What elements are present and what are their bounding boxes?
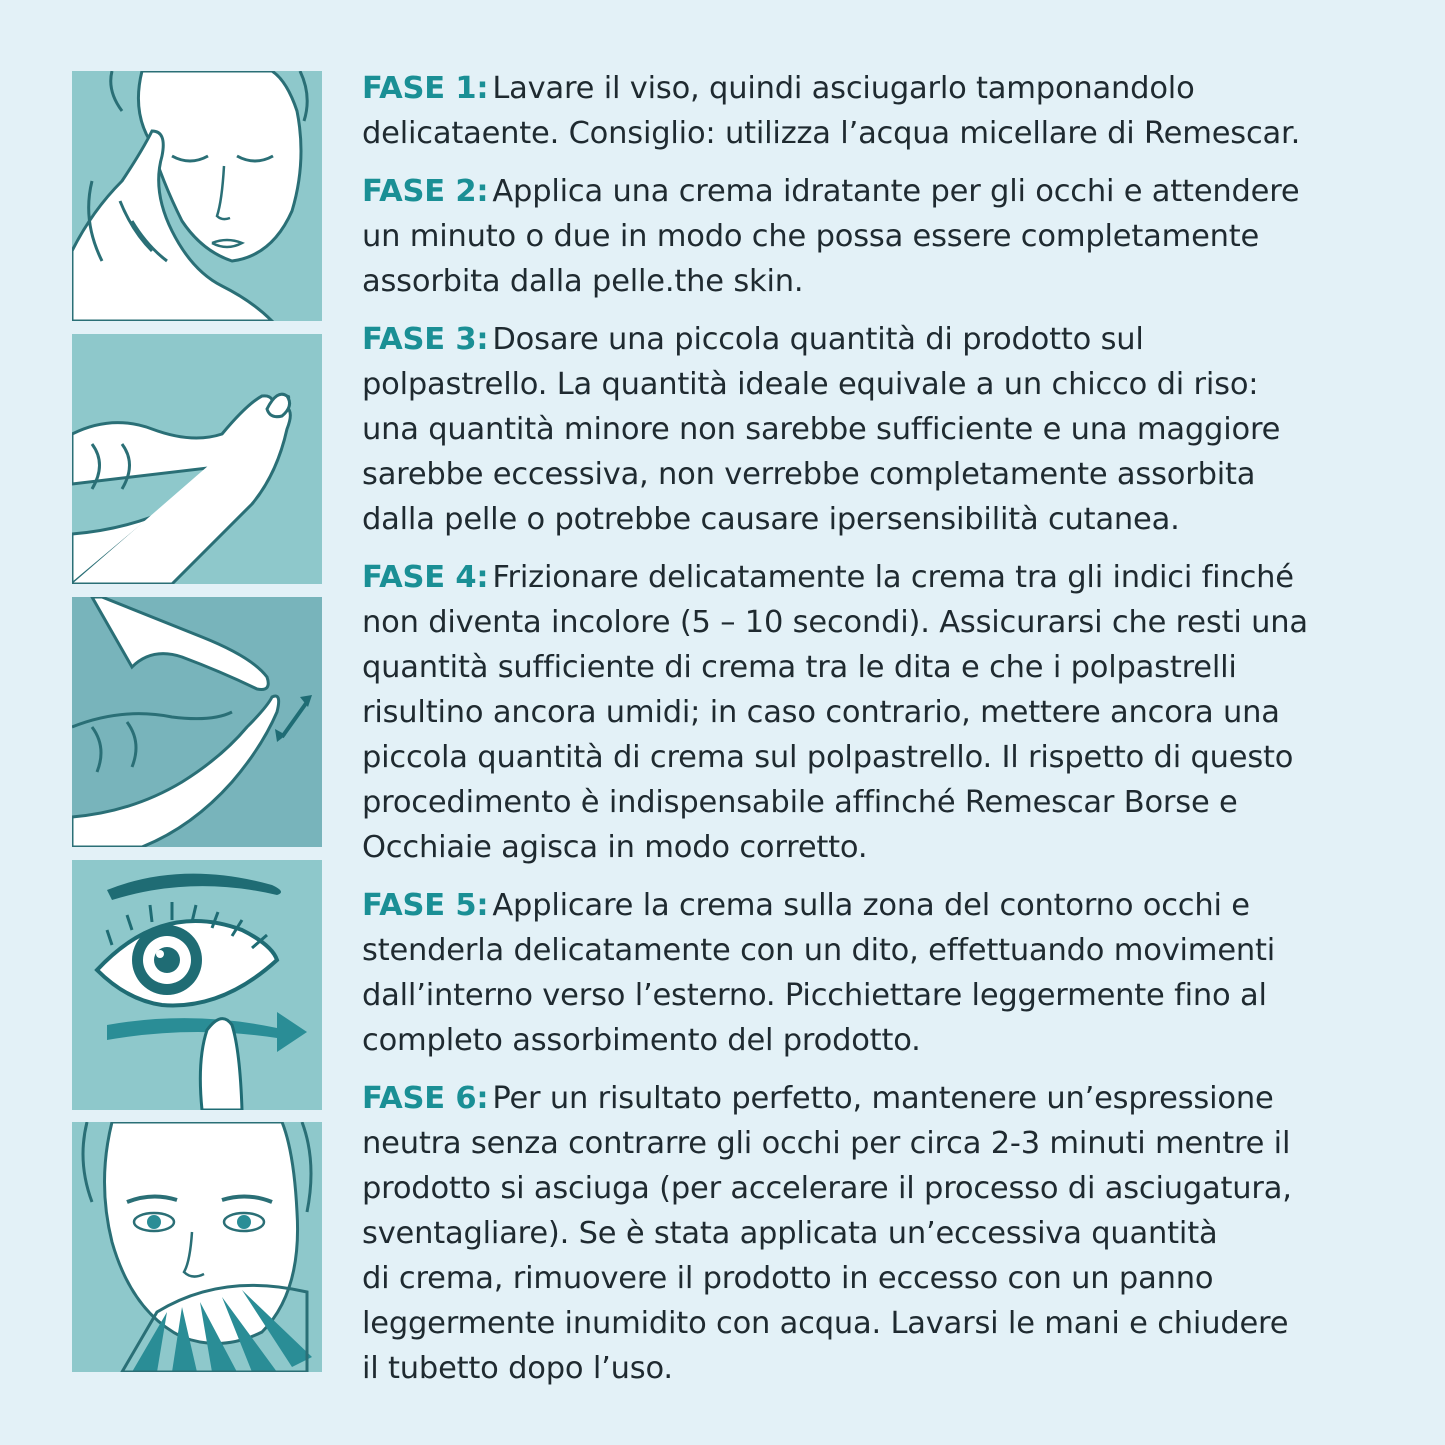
step-label: FASE 1: [362,71,489,106]
step-line: assorbita dalla pelle.the skin. [362,264,804,299]
step-line: completo assorbimento del prodotto. [362,1023,921,1058]
step-label: FASE 3: [362,322,489,357]
step-line: dalla pelle o potrebbe causare ipersensibilità cutanea. [362,502,1180,537]
illustration-face-washing [72,71,322,321]
illustration-rubbing-fingertips [72,597,322,847]
step-label: FASE 2: [362,174,489,209]
step-line: procedimento è indispensabile affinché Remescar Borse e [362,785,1238,820]
step-line: di crema, rimuovere il prodotto in eccesso con un panno [362,1261,1214,1296]
step-line: delicataente. Consiglio: utilizza l’acqua micellare di Remescar. [362,116,1301,151]
step-text: Applicare la crema sulla zona del contorno occhi e [492,888,1250,923]
step-line: stenderla delicatamente con un dito, effettuando movimenti [362,933,1276,968]
step-line: un minuto o due in modo che possa essere completamente [362,219,1260,254]
step-line: il tubetto dopo l’uso. [362,1351,673,1386]
step-2 [362,169,1362,304]
step-1 [362,66,1362,156]
step-5 [362,883,1362,1063]
step-text: Per un risultato perfetto, mantenere un’espressione [492,1081,1274,1116]
step-line: prodotto si asciuga (per accelerare il processo di asciugatura, [362,1171,1292,1206]
illustration-eye-application [72,860,322,1110]
cream-on-fingertip-icon [72,334,322,584]
face-washing-icon [72,71,322,321]
step-line [362,883,1362,928]
step-text: Applica una crema idratante per gli occhi e attendere [492,174,1300,209]
step-line: sventagliare). Se è stata applicata un’eccessiva quantità [362,1216,1218,1251]
step-line: neutra senza contrarre gli occhi per circa 2-3 minuti mentre il [362,1126,1291,1161]
step-line: sarebbe eccessiva, non verrebbe completamente assorbita [362,457,1256,492]
step-label: FASE 5: [362,888,489,923]
step-line: non diventa incolore (5 – 10 secondi). Assicurarsi che resti una [362,605,1308,640]
face-with-fan-icon [72,1122,322,1372]
step-line: piccola quantità di crema sul polpastrello. Il rispetto di questo [362,740,1294,775]
steps-list [362,66,1362,1404]
step-text: Dosare una piccola quantità di prodotto sul [492,322,1144,357]
step-line [362,66,1362,111]
illustration-face-with-fan [72,1122,322,1372]
step-label: FASE 6: [362,1081,489,1116]
step-line [362,317,1362,362]
step-line [362,1076,1362,1121]
step-text: Frizionare delicatamente la crema tra gli indici finché [492,560,1294,595]
step-6 [362,1076,1362,1391]
step-3 [362,317,1362,542]
eye-application-icon [72,860,322,1110]
step-line: polpastrello. La quantità ideale equivale a un chicco di riso: [362,367,1259,402]
step-line [362,555,1362,600]
step-line: Occhiaie agisca in modo corretto. [362,830,868,865]
step-text: Lavare il viso, quindi asciugarlo tamponandolo [492,71,1195,106]
step-label: FASE 4: [362,560,489,595]
step-line: quantità sufficiente di crema tra le dita e che i polpastrelli [362,650,1237,685]
step-line: dall’interno verso l’esterno. Picchiettare leggermente fino al [362,978,1267,1013]
step-line: una quantità minore non sarebbe sufficiente e una maggiore [362,412,1281,447]
step-line: leggermente inumidito con acqua. Lavarsi le mani e chiudere [362,1306,1289,1341]
step-line [362,169,1362,214]
illustration-cream-on-fingertip [72,334,322,584]
rubbing-fingertips-icon [72,597,322,847]
step-line: risultino ancora umidi; in caso contrario, mettere ancora una [362,695,1280,730]
step-4 [362,555,1362,870]
